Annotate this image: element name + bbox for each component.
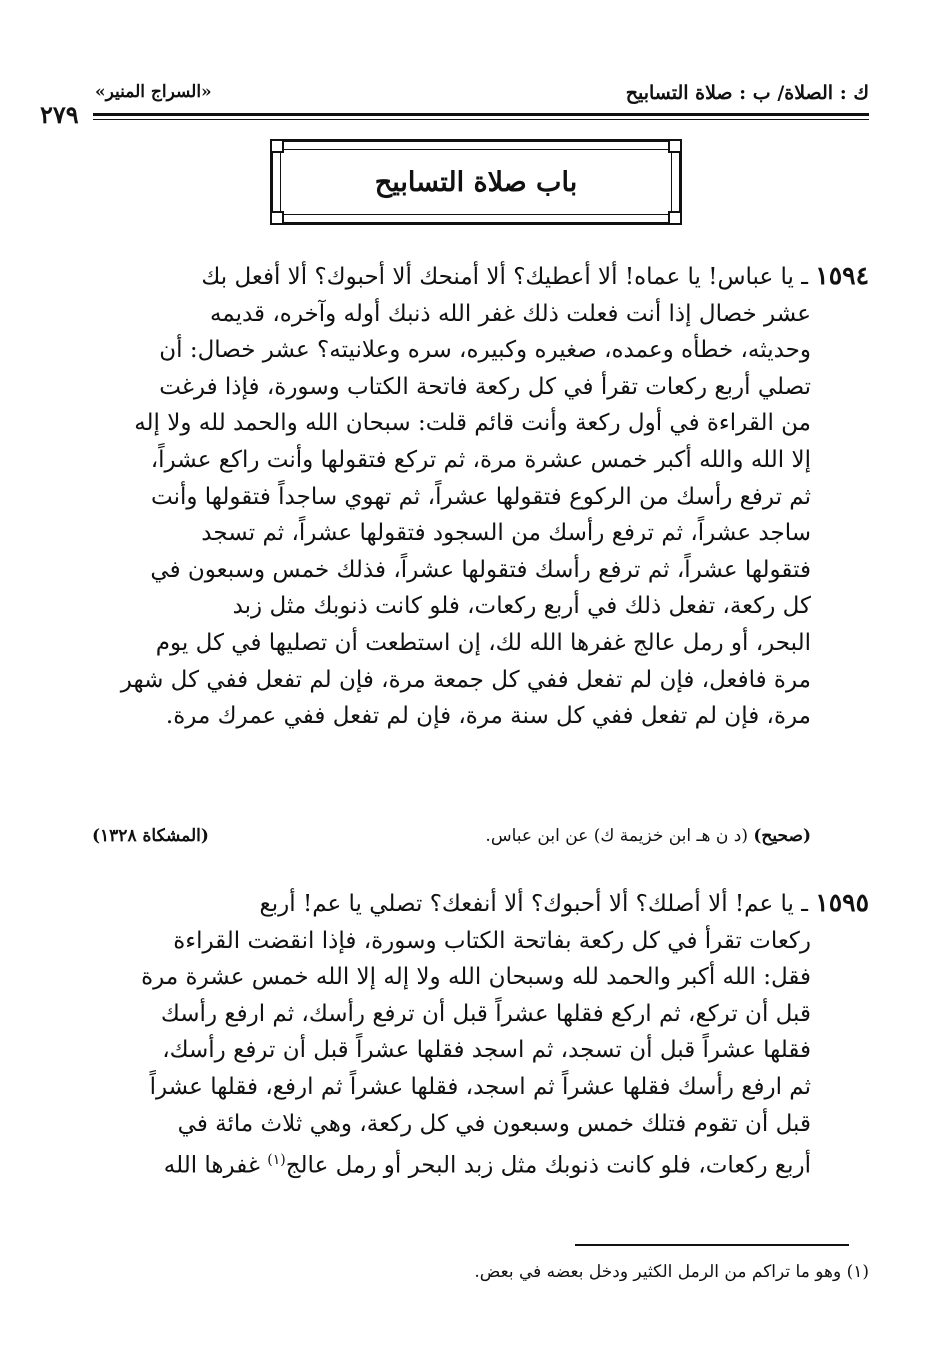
hadith-first-line	[92, 885, 869, 923]
hadith-line: مرة فافعل، فإن لم تفعل ففي كل جمعة مرة، فإن لم تفعل ففي كل شهر	[120, 666, 811, 693]
hadith-line: تصلي أربع ركعات تقرأ في كل ركعة فاتحة الكتاب وسورة، فإذا فرغت	[159, 373, 811, 400]
hadith-line: قبل أن تركع، ثم اركع فقلها عشراً قبل أن ترفع رأسك، ثم ارفع رأسك	[160, 1000, 811, 1027]
hadith-line: مرة، فإن لم تفعل ففي كل سنة مرة، فإن لم تفعل ففي عمرك مرة.	[165, 703, 811, 730]
hadith-text: غفرها الله	[163, 1152, 268, 1179]
hadith-first-line	[92, 258, 869, 296]
header-rule-thick	[93, 113, 869, 116]
chapter-title: باب صلاة التسابيح	[374, 166, 578, 198]
hadith-reference: (المشكاة ١٣٢٨)	[92, 826, 209, 846]
hadith-sources	[485, 826, 811, 846]
hadith-line: البحر، أو رمل عالج غفرها الله لك، إن استطعت أن تصليها في كل يوم	[155, 629, 811, 656]
hadith-text: ـ يا عباس! يا عماه! ألا أعطيك؟ ألا أمنحك ألا أحبوك؟ ألا أفعل بك	[201, 264, 816, 290]
hadith-1595	[92, 885, 869, 1184]
hadith-text: أربع ركعات، فلو كانت ذنوبك مثل زبد البحر أو رمل عالج	[285, 1152, 811, 1179]
hadith-line: كل ركعة، تفعل ذلك في أربع ركعات، فلو كانت ذنوبك مثل زبد	[232, 593, 811, 620]
footnote: (١) وهو ما تراكم من الرمل الكثير ودخل بعضه في بعض.	[474, 1262, 869, 1282]
hadith-line: ركعات تقرأ في كل ركعة بفاتحة الكتاب وسورة، فإذا انقضت القراءة	[173, 927, 811, 954]
hadith-line: عشر خصال إذا أنت فعلت ذلك غفر الله ذنبك أوله وآخره، قديمه	[209, 300, 811, 327]
hadith-grade: (صحيح)	[753, 826, 811, 846]
hadith-line: فتقولها عشراً، ثم ترفع رأسك فتقولها عشراً، فذلك خمس وسبعون في	[150, 556, 811, 583]
hadith-number: ١٥٩٤	[815, 261, 869, 290]
hadith-line: فقل: الله أكبر والحمد لله وسبحان الله ولا إله إلا الله خمس عشرة مرة	[141, 964, 811, 991]
hadith-text: ـ يا عم! ألا أصلك؟ ألا أحبوك؟ ألا أنفعك؟ تصلي يا عم! أربع	[259, 891, 816, 917]
book-title: «السراج المنير»	[95, 82, 212, 102]
hadith-line: من القراءة في أول ركعة وأنت قائم قلت: سبحان الله والحمد لله ولا إله	[134, 410, 811, 437]
header-rule-thin	[93, 119, 869, 120]
hadith-line: ثم ارفع رأسك فقلها عشراً ثم اسجد، فقلها عشراً ثم ارفع، فقلها عشراً	[149, 1073, 811, 1100]
hadith-collections: (د ن هـ ابن خزيمة ك) عن ابن عباس.	[485, 826, 754, 846]
hadith-line: ساجد عشراً، ثم ترفع رأسك من السجود فتقولها عشراً، ثم تسجد	[201, 520, 811, 547]
hadith-number: ١٥٩٥	[815, 888, 869, 917]
hadith-line: وحديثه، خطأه وعمده، صغيره وكبيره، سره وعلانيته؟ عشر خصال: أن	[159, 337, 811, 364]
hadith-source-line	[92, 826, 869, 852]
footnote-separator	[575, 1244, 849, 1246]
footnote-marker: (١)	[267, 1152, 286, 1169]
hadith-last-line	[92, 1142, 869, 1184]
hadith-line: ثم ترفع رأسك من الركوع فتقولها عشراً، ثم تهوي ساجداً فتقولها وأنت	[150, 483, 811, 510]
hadith-line: فقلها عشراً قبل أن تسجد، ثم اسجد فقلها عشراً قبل أن ترفع رأسك،	[162, 1037, 811, 1064]
chapter-title-frame	[270, 139, 682, 225]
chapter-heading: ك : الصلاة/ ب : صلاة التسابيح	[625, 82, 869, 104]
page-number: ٢٧٩	[40, 100, 79, 129]
hadith-1594	[92, 258, 869, 735]
hadith-line: إلا الله والله أكبر خمس عشرة مرة، ثم تركع فتقولها وأنت راكع عشراً،	[150, 446, 811, 473]
hadith-line: قبل أن تقوم فتلك خمس وسبعون في كل ركعة، وهي ثلاث مائة في	[177, 1110, 811, 1137]
